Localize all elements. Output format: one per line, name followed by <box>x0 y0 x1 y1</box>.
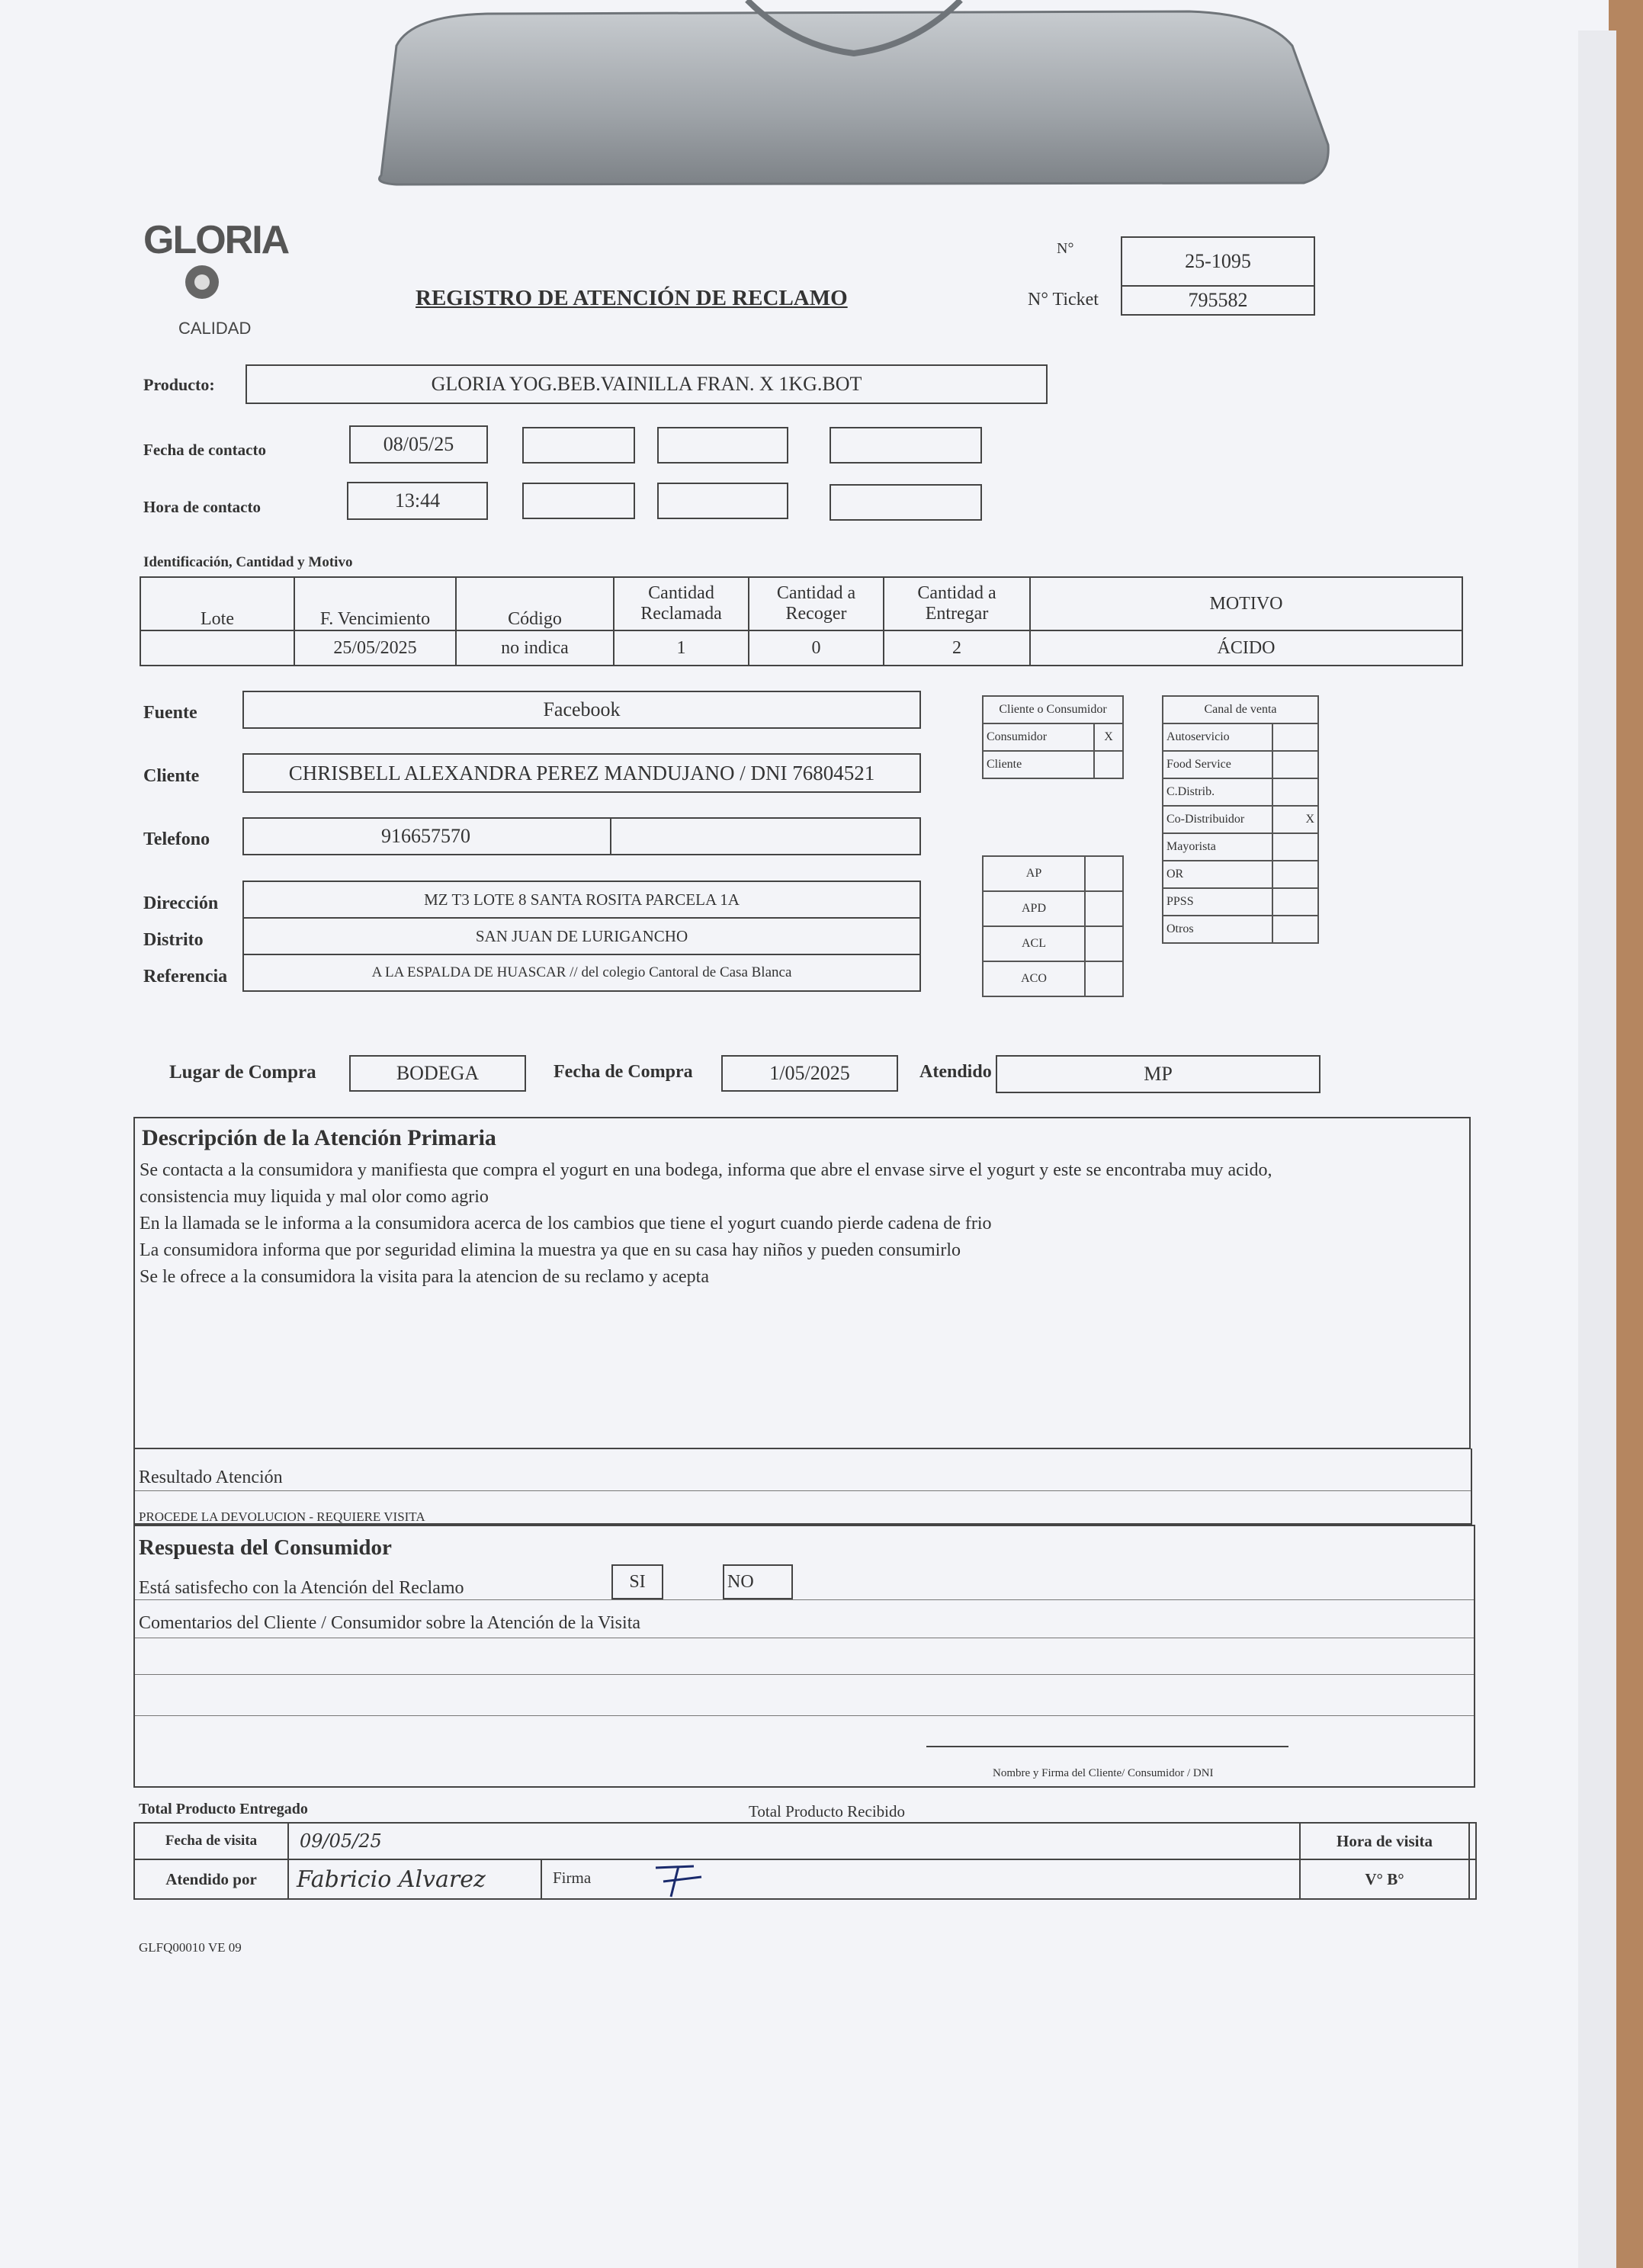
header-vencimiento: F. Vencimiento <box>294 577 456 630</box>
canal-item: C.Distrib. <box>1163 778 1272 806</box>
header-motivo: MOTIVO <box>1030 577 1462 630</box>
visita-table <box>133 1822 1477 1900</box>
atendido-por-label: Atendido por <box>134 1859 288 1899</box>
hora-contacto-4 <box>830 484 982 521</box>
firma-cliente-label: Nombre y Firma del Cliente/ Consumidor / DNI <box>993 1767 1214 1779</box>
signature-icon <box>648 1860 709 1898</box>
atendido-label: Atendido <box>919 1062 992 1082</box>
cell-codigo: no indica <box>456 630 614 666</box>
canal-table <box>1162 695 1319 944</box>
producto-label: Producto: <box>143 375 215 394</box>
fecha-contacto-2 <box>522 427 635 464</box>
canal-item: Autoservicio <box>1163 723 1272 751</box>
cell-lote <box>140 630 294 666</box>
cliente-field: CHRISBELL ALEXANDRA PEREZ MANDUJANO / DNI 76804521 <box>242 753 921 793</box>
consumidor-mark: X <box>1094 723 1123 751</box>
cliente-row: Cliente <box>983 751 1094 778</box>
telefono-divider <box>610 819 611 854</box>
total-recibido-label: Total Producto Recibido <box>749 1802 905 1820</box>
si-checkbox[interactable]: SI <box>611 1564 663 1599</box>
canal-item: Otros <box>1163 916 1272 943</box>
total-entregado-label: Total Producto Entregado <box>139 1801 308 1817</box>
fecha-contacto-3 <box>657 427 788 464</box>
canal-item: Co-Distribuidor <box>1163 806 1272 833</box>
area-table <box>982 855 1124 997</box>
satisfecho-label: Está satisfecho con la Atención del Reclamo <box>139 1578 464 1598</box>
resultado-divider <box>135 1490 1471 1491</box>
fecha-compra-field: 1/05/2025 <box>721 1055 898 1092</box>
producto-field: GLORIA YOG.BEB.VAINILLA FRAN. X 1KG.BOT <box>245 364 1048 404</box>
cell-cant-reclamada: 1 <box>614 630 749 666</box>
hora-contacto-field: 13:44 <box>347 482 488 520</box>
fecha-visita-value: 09/05/25 <box>288 1823 1300 1859</box>
resultado-value: PROCEDE LA DEVOLUCION - REQUIERE VISITA <box>139 1509 425 1524</box>
fecha-contacto-4 <box>830 427 982 464</box>
gloria-cow-icon <box>183 263 221 301</box>
atendido-field: MP <box>996 1055 1320 1093</box>
canal-item: Mayorista <box>1163 833 1272 861</box>
fecha-compra-label: Fecha de Compra <box>554 1062 693 1082</box>
ticket-label: N° Ticket <box>1028 290 1099 310</box>
vb-value <box>1469 1859 1476 1899</box>
fecha-visita-label: Fecha de visita <box>134 1823 288 1859</box>
form-code: GLFQ00010 VE 09 <box>139 1940 242 1955</box>
identificacion-table <box>140 576 1463 666</box>
hora-contacto-2 <box>522 483 635 519</box>
area-ap: AP <box>983 856 1085 891</box>
brand-logo: GLORIA <box>143 218 289 262</box>
area-aco: ACO <box>983 961 1085 996</box>
cell-motivo: ÁCIDO <box>1030 630 1462 666</box>
canal-item: PPSS <box>1163 888 1272 916</box>
clipboard-clip-icon <box>366 0 1336 187</box>
area-apd: APD <box>983 891 1085 926</box>
referencia-field: A LA ESPALDA DE HUASCAR // del colegio Cantoral de Casa Blanca <box>242 954 921 992</box>
lugar-compra-label: Lugar de Compra <box>169 1062 316 1083</box>
fuente-field: Facebook <box>242 691 921 729</box>
descripcion-text: Se contacta a la consumidora y manifiesta que compra el yogurt en una bodega, informa que abre el envase sirve el yogurt y este se encontraba muy acido, consistencia muy liquida y mal olor como agrio En la llamada se le informa a la consumidora acerca de los cambios que tiene el yogurt cuando pierde cadena de frio La consumidora informa que por seguridad elimina la muestra ya que en su casa hay niños y pueden consumirlo Se le ofrece a la consumidora la visita para la atencion de su reclamo y acepta <box>140 1160 1272 1287</box>
lugar-compra-field: BODEGA <box>349 1055 526 1092</box>
distrito-field: SAN JUAN DE LURIGANCHO <box>242 917 921 955</box>
comentarios-label: Comentarios del Cliente / Consumidor sobre la Atención de la Visita <box>139 1613 641 1633</box>
cliente-consumidor-table <box>982 695 1124 779</box>
hora-contacto-label: Hora de contacto <box>143 498 261 516</box>
atendido-por-value: Fabricio Alvarez <box>288 1859 541 1899</box>
page-title: REGISTRO DE ATENCIÓN DE RECLAMO <box>416 286 848 310</box>
ticket-field: 795582 <box>1121 285 1315 316</box>
resultado-label: Resultado Atención <box>139 1468 283 1487</box>
comentarios-line-2 <box>135 1674 1474 1675</box>
canal-item: OR <box>1163 861 1272 888</box>
distrito-label: Distrito <box>143 930 204 950</box>
paper-edge <box>1578 30 1616 2268</box>
canal-item: Food Service <box>1163 751 1272 778</box>
header-lote: Lote <box>140 577 294 630</box>
fuente-label: Fuente <box>143 703 197 723</box>
signature-line <box>926 1746 1288 1747</box>
cliente-consumidor-header: Cliente o Consumidor <box>983 696 1123 723</box>
direccion-label: Dirección <box>143 893 219 913</box>
firma-visita: Firma <box>541 1859 1300 1899</box>
hora-visita-value <box>1469 1823 1476 1859</box>
consumidor-row: Consumidor <box>983 723 1094 751</box>
hora-visita-label: Hora de visita <box>1300 1823 1469 1859</box>
numero-label: N° <box>1057 240 1074 257</box>
cell-vencimiento: 25/05/2025 <box>294 630 456 666</box>
referencia-label: Referencia <box>143 967 228 986</box>
canal-header: Canal de venta <box>1163 696 1318 723</box>
header-cant-recoger: Cantidad a Recoger <box>749 577 884 630</box>
cliente-label: Cliente <box>143 766 200 786</box>
cliente-mark <box>1094 751 1123 778</box>
numero-field: 25-1095 <box>1121 236 1315 287</box>
telefono-field: 916657570 <box>242 817 921 855</box>
descripcion-title: Descripción de la Atención Primaria <box>142 1125 496 1150</box>
area-acl: ACL <box>983 926 1085 961</box>
vb-label: V° B° <box>1300 1859 1469 1899</box>
telefono-label: Telefono <box>143 829 210 849</box>
cell-cant-entregar: 2 <box>884 630 1030 666</box>
header-cant-reclamada: Cantidad Reclamada <box>614 577 749 630</box>
header-cant-entregar: Cantidad a Entregar <box>884 577 1030 630</box>
brand-sub: CALIDAD <box>178 319 252 338</box>
header-codigo: Código <box>456 577 614 630</box>
fecha-contacto-label: Fecha de contacto <box>143 441 266 459</box>
no-checkbox[interactable]: NO <box>723 1564 793 1599</box>
canal-mark: X <box>1272 806 1318 833</box>
identificacion-label: Identificación, Cantidad y Motivo <box>143 554 353 570</box>
fecha-contacto-field: 08/05/25 <box>349 425 488 464</box>
cell-cant-recoger: 0 <box>749 630 884 666</box>
respuesta-box <box>133 1525 1475 1788</box>
respuesta-title: Respuesta del Consumidor <box>139 1535 392 1560</box>
comentarios-line-3 <box>135 1715 1474 1716</box>
comentarios-line-0 <box>135 1599 1474 1600</box>
direccion-field: MZ T3 LOTE 8 SANTA ROSITA PARCELA 1A <box>242 881 921 919</box>
hora-contacto-3 <box>657 483 788 519</box>
